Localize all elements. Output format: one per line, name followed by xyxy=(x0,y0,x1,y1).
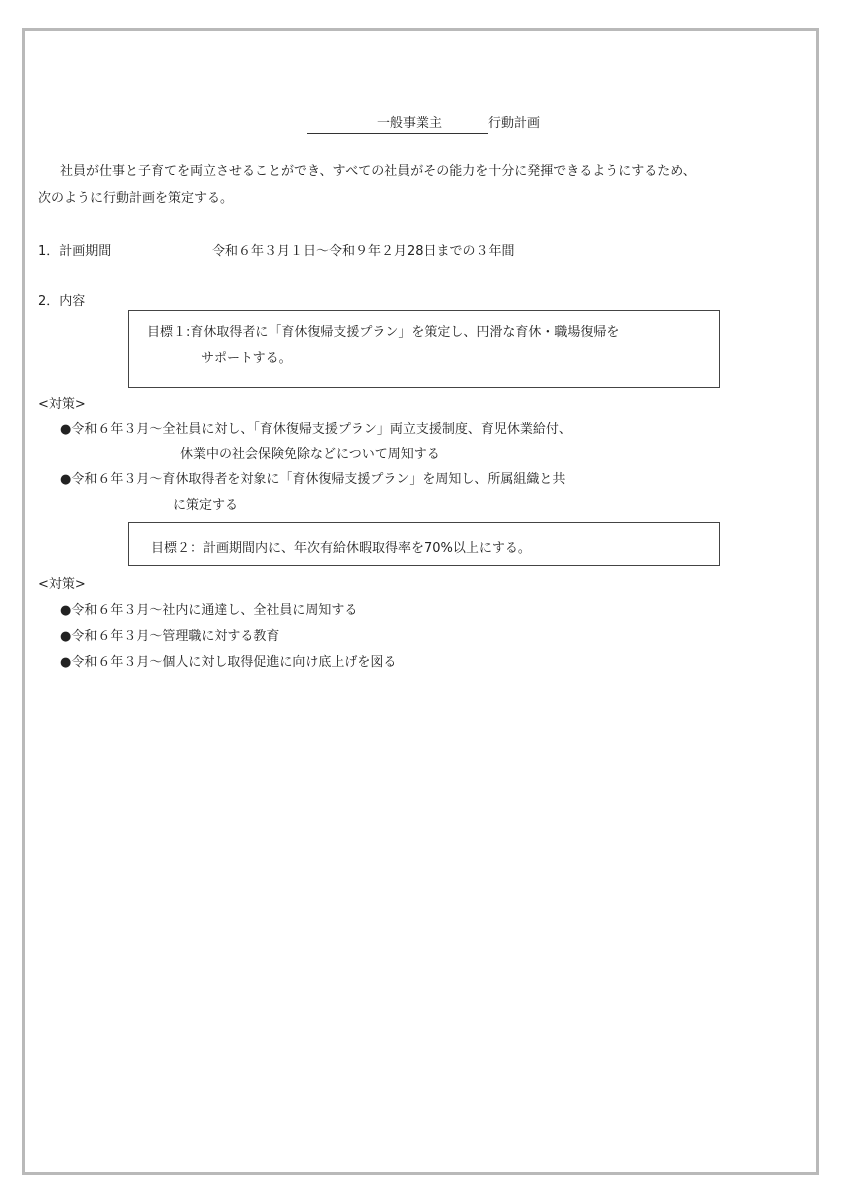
content-label: 2．内容 xyxy=(38,294,86,309)
document-title xyxy=(0,112,847,134)
measure-1-2-line-2: に策定する xyxy=(173,498,239,513)
measure-2-3: ●令和６年３月～個人に対し取得促進に向け底上げを図る xyxy=(60,655,397,670)
measure-1-2-line-1: ●令和６年３月～育休取得者を対象に「育休復帰支援プラン」を周知し、所属組織と共 xyxy=(60,472,566,487)
goal-1-line-1: 目標１:育休取得者に「育休復帰支援プラン」を策定し、円滑な育休・職場復帰を xyxy=(147,325,620,340)
goal-2-box xyxy=(128,522,720,566)
goal-1-box xyxy=(128,310,720,388)
measure-1-1-line-1: ●令和６年３月～全社員に対し、「育休復帰支援プラン」両立支援制度、育児休業給付、 xyxy=(60,422,572,437)
measure-1-1-line-2: 休業中の社会保険免除などについて周知する xyxy=(180,447,440,462)
title-underlined-part: 一般事業主 xyxy=(307,115,488,134)
measures-2-label: <対策> xyxy=(38,577,86,592)
measures-1-label: <対策> xyxy=(38,397,86,412)
period-label: 1．計画期間 xyxy=(38,244,112,259)
title-rest: 行動計画 xyxy=(488,116,541,131)
intro-line-2: 次のように行動計画を策定する。 xyxy=(38,191,234,206)
intro-line-1: 社員が仕事と子育てを両立させることができ、すべての社員がその能力を十分に発揮できるようにするため、 xyxy=(60,164,696,179)
period-value: 令和６年３月１日～令和９年２月28日までの３年間 xyxy=(212,244,515,259)
measure-2-1: ●令和６年３月～社内に通達し、全社員に周知する xyxy=(60,603,358,618)
goal-1-line-2: サポートする。 xyxy=(201,351,292,366)
goal-2-text: 目標２：計画期間内に、年次有給休暇取得率を70%以上にする。 xyxy=(151,541,531,556)
measure-2-2: ●令和６年３月～管理職に対する教育 xyxy=(60,629,280,644)
